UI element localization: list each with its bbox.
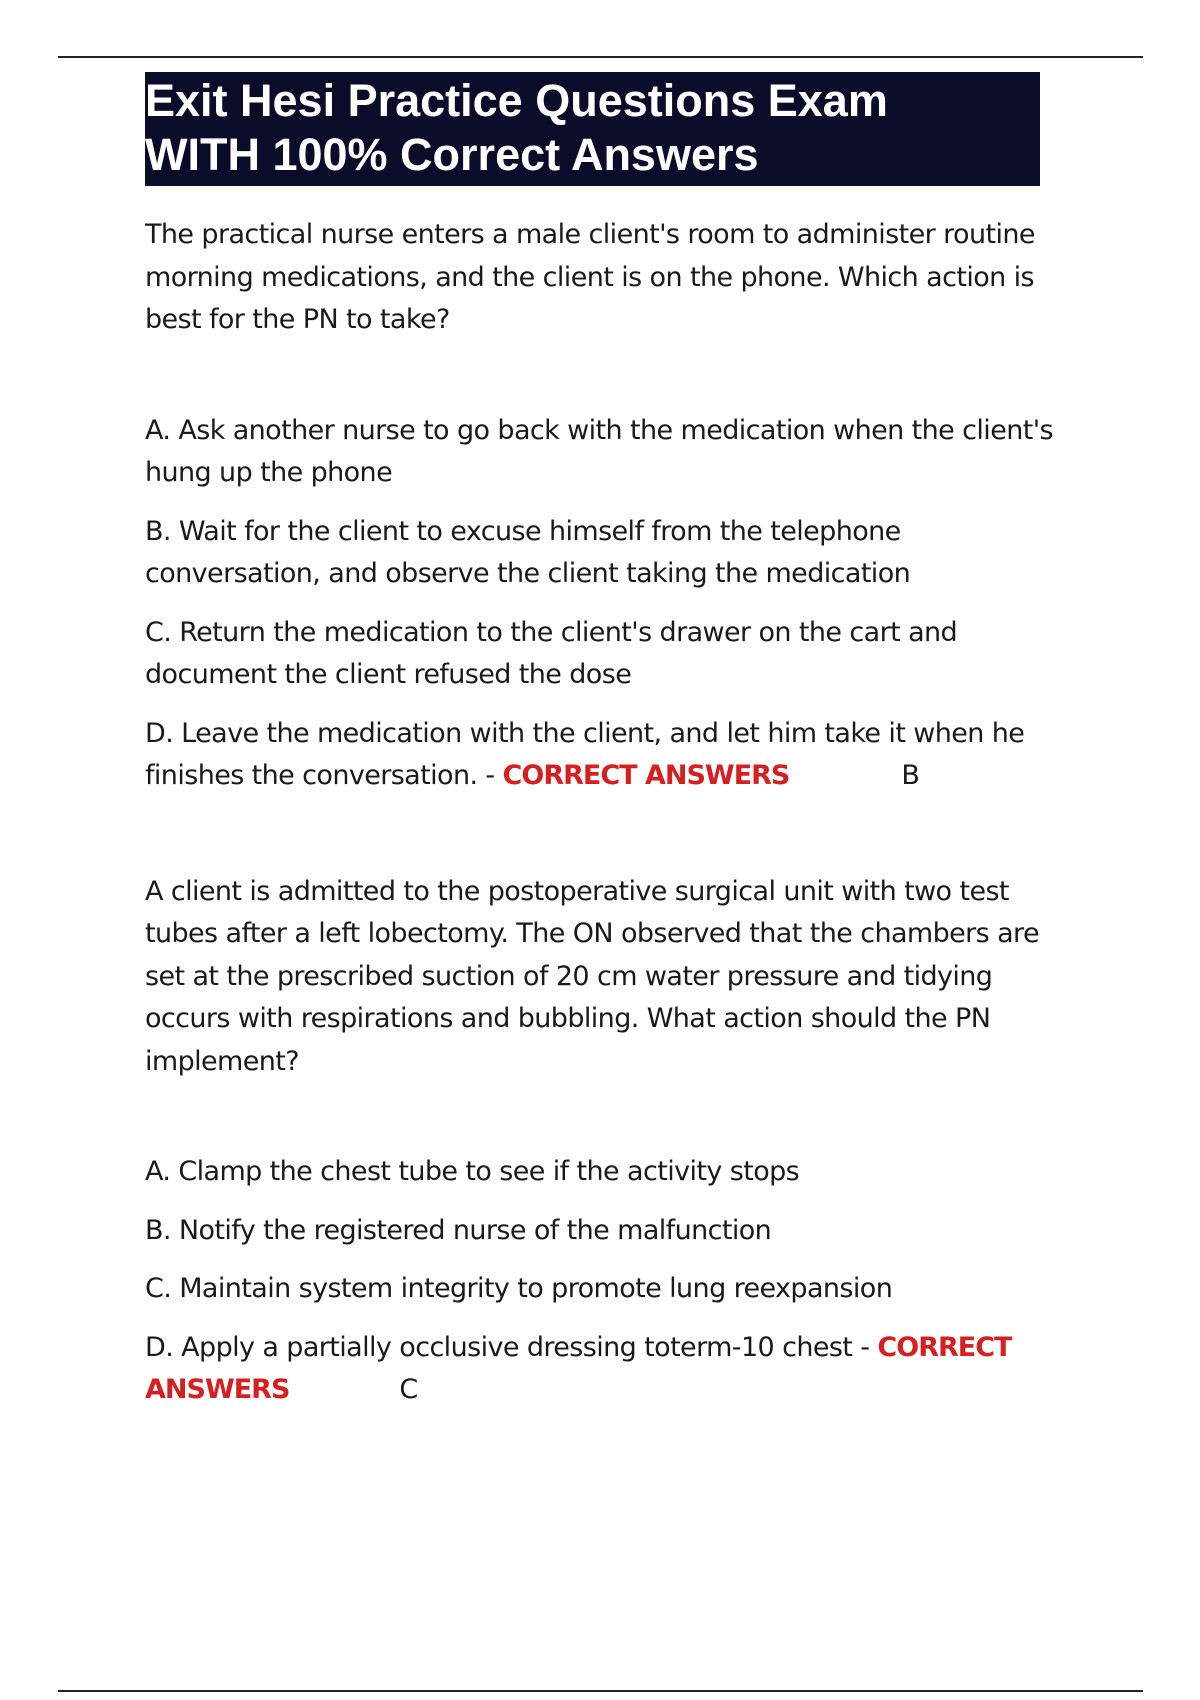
document-body bbox=[145, 72, 1065, 1412]
document-title bbox=[145, 72, 1040, 186]
question-1-option-b: B. Wait for the client to excuse himself from the telephone conversation, and observe the client taking the medication bbox=[145, 515, 911, 589]
question-2-option-d-text: D. Apply a partially occlusive dressing toterm-10 chest - bbox=[145, 1331, 870, 1363]
bottom-divider bbox=[58, 1690, 1143, 1692]
title-line-1: Exit Hesi Practice Questions Exam bbox=[145, 75, 888, 126]
question-1-option-a: A. Ask another nurse to go back with the medication when the client's hung up the phone bbox=[145, 414, 1053, 488]
correct-answers-label: CORRECT ANSWERS bbox=[502, 760, 790, 791]
question-2-option-d bbox=[145, 1327, 1065, 1412]
question-2-option-a: A. Clamp the chest tube to see if the activity stops bbox=[145, 1156, 800, 1187]
question-2-option-b: B. Notify the registered nurse of the malfunction bbox=[145, 1214, 772, 1246]
title-line-2: WITH 100% Correct Answers bbox=[145, 129, 759, 180]
question-1-option-c: C. Return the medication to the client's drawer on the cart and document the client refused the dose bbox=[145, 616, 958, 690]
question-1-option-d bbox=[145, 713, 1065, 798]
question-1-option-d-text: D. Leave the medication with the client, and let him take it when he finishes the conversation. - bbox=[145, 717, 1025, 791]
correct-answers-label: CORRECT ANSWERS bbox=[145, 1331, 1012, 1405]
question-2-answer: C bbox=[399, 1374, 418, 1405]
question-2-option-c: C. Maintain system integrity to promote lung reexpansion bbox=[145, 1273, 893, 1304]
top-divider bbox=[58, 56, 1143, 58]
question-1-stem: The practical nurse enters a male client's room to administer routine morning medications, and the client is on the phone. Which action is best for the PN to take? bbox=[145, 219, 1035, 335]
question-2-stem: A client is admitted to the postoperative surgical unit with two test tubes after a left lobectomy. The ON observed that the chambers are set at the prescribed suction of 20 cm water pressure and tidying occurs with respirations and bubbling. What action should the PN implement? bbox=[145, 875, 1039, 1077]
question-1-answer: B bbox=[901, 760, 920, 791]
